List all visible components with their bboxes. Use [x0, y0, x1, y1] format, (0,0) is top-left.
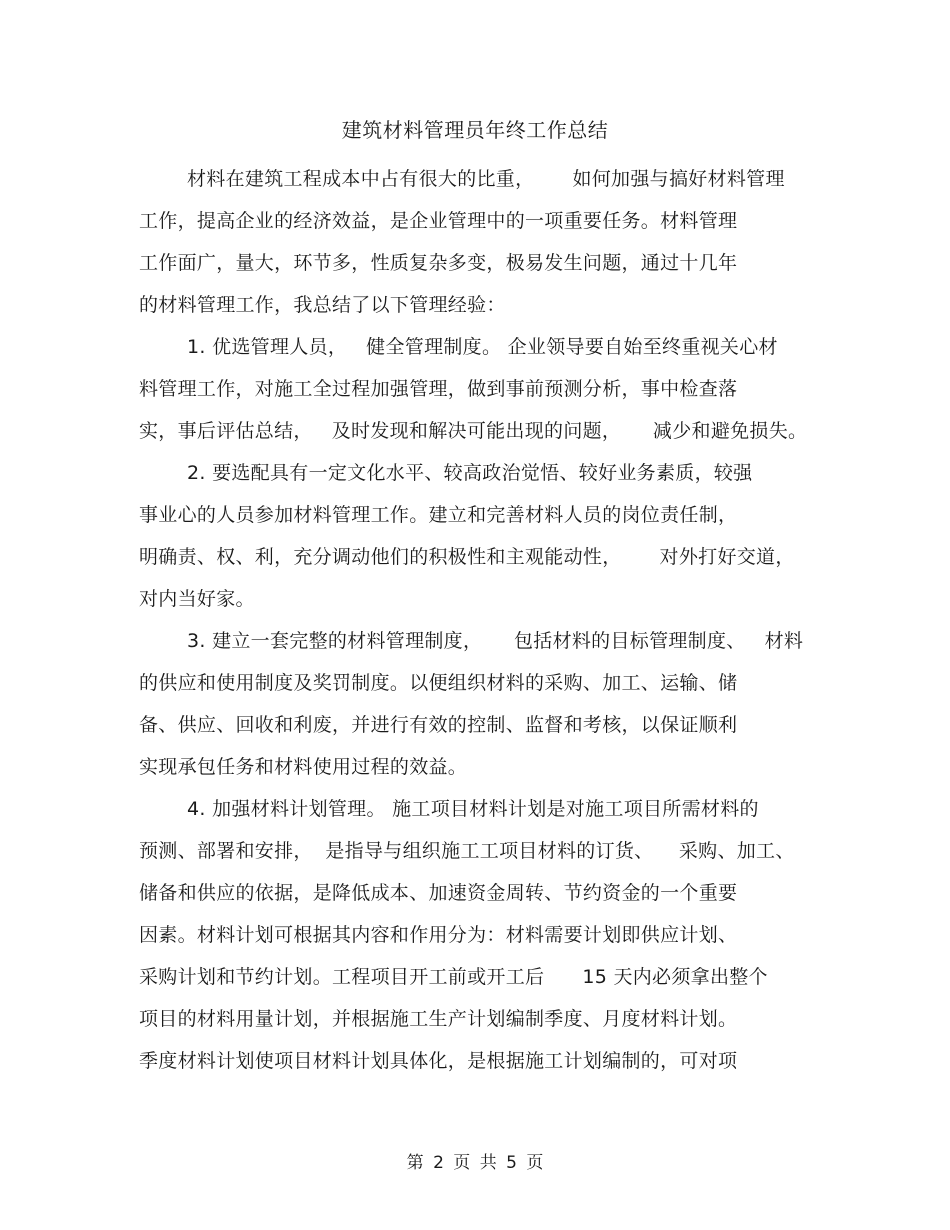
paragraph-line: 对内当好家。: [139, 588, 255, 610]
paragraph-line: 工作面广，量大，环节多，性质复杂多变，极易发生问题，通过十几年: [139, 252, 738, 274]
paragraph-line: 的材料管理工作，我总结了以下管理经验：: [139, 294, 506, 316]
document-body: [139, 158, 819, 1082]
paragraph-line: 采购计划和节约计划。工程项目开工前或开工后 15 天内必须拿出整个: [139, 966, 768, 988]
paragraph-line: 料管理工作，对施工全过程加强管理，做到事前预测分析，事中检查落: [139, 378, 738, 400]
paragraph-line: 工作，提高企业的经济效益，是企业管理中的一项重要任务。材料管理: [139, 210, 738, 232]
paragraph-line: 1. 优选管理人员， 健全管理制度。 企业领导要自始至终重视关心材: [187, 336, 778, 358]
paragraph-line: 2. 要选配具有一定文化水平、较高政治觉悟、较好业务素质，较强: [187, 462, 753, 484]
paragraph-line: 材料在建筑工程成本中占有很大的比重， 如何加强与搞好材料管理: [187, 168, 785, 190]
paragraph-line: 因素。材料计划可根据其内容和作用分为：材料需要计划即供应计划、: [139, 924, 738, 946]
document-title: 建筑材料管理员年终工作总结: [341, 118, 609, 142]
paragraph-line: 的供应和使用制度及奖罚制度。以便组织材料的采购、加工、运输、储: [139, 672, 738, 694]
paragraph-line: 预测、部署和安排， 是指导与组织施工工项目材料的订货、 采购、加工、: [139, 840, 795, 862]
page-number-footer: 第 2 页 共 5 页: [406, 1153, 544, 1173]
paragraph-line: 实，事后评估总结， 及时发现和解决可能出现的问题， 减少和避免损失。: [139, 420, 808, 442]
paragraph-line: 4. 加强材料计划管理。 施工项目材料计划是对施工项目所需材料的: [187, 798, 759, 820]
paragraph-line: 实现承包任务和材料使用过程的效益。: [139, 756, 468, 778]
paragraph-line: 明确责、权、利，充分调动他们的积极性和主观能动性， 对外打好交道，: [139, 546, 795, 568]
paragraph-line: 项目的材料用量计划，并根据施工生产计划编制季度、月度材料计划。: [139, 1008, 738, 1030]
paragraph-line: 储备和供应的依据，是降低成本、加速资金周转、节约资金的一个重要: [139, 882, 738, 904]
paragraph-line: 3. 建立一套完整的材料管理制度， 包括材料的目标管理制度、 材料: [187, 630, 804, 652]
paragraph-line: 备、供应、回收和利废，并进行有效的控制、监督和考核，以保证顺利: [139, 714, 738, 736]
paragraph-line: 事业心的人员参加材料管理工作。建立和完善材料人员的岗位责任制，: [139, 504, 738, 526]
paragraph-line: 季度材料计划使项目材料计划具体化，是根据施工计划编制的，可对项: [139, 1050, 738, 1072]
